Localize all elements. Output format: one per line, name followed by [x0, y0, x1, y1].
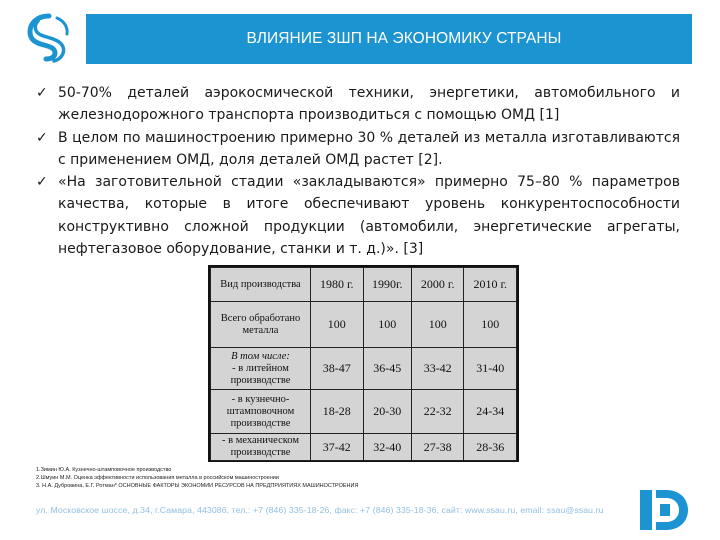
table-cell: 20-30	[363, 390, 411, 434]
bullet-item	[36, 82, 680, 127]
table-row	[211, 390, 517, 434]
bullet-list	[36, 82, 680, 260]
bullet-text: В целом по машиностроению примерно 30 % деталей из металла изготавливаются с применением ОМД, доля деталей ОМД растет [2].	[58, 129, 680, 168]
bullet-item	[36, 127, 680, 172]
footnote: 3. Н.А. Дубровина, Е.Г. Ротман* ОСНОВНЫЕ ФАКТОРЫ ЭКОНОМИИ РЕСУРСОВ НА ПРЕДПРИЯТИЯХ МАШИНОСТРОЕНИЯ	[36, 483, 359, 489]
table-cell: 100	[411, 302, 464, 348]
table-header-label: Вид производства	[211, 268, 311, 302]
footer-contact: ул. Московское шоссе, д.34, г.Самара, 443086, тел.: +7 (846) 335-18-26, факс: +7 (846) 335-18-36, сайт: www.ssau.ru, email: ssau@ssau.ru	[36, 505, 604, 515]
footnote: 2.Шмуин М.М. Оценка эффективности использования металла в российском машиностроении	[36, 475, 279, 481]
production-table	[208, 265, 519, 462]
page-title: ВЛИЯНИЕ ЗШП НА ЭКОНОМИКУ СТРАНЫ	[246, 30, 562, 47]
bullet-text: 50-70% деталей аэрокосмической техники, энергетики, автомобильного и железнодорожного транспорта производиться с помощью ОМД [1]	[58, 85, 680, 124]
table-cell: 38-47	[311, 348, 364, 390]
table-cell: 37-42	[311, 434, 364, 461]
checkmark-icon: ✓	[36, 174, 48, 191]
checkmark-icon: ✓	[36, 85, 48, 101]
table-row	[211, 348, 517, 390]
footnote: 1.Зимин Ю.А. Кузнечно-штамповочное производство	[36, 467, 172, 473]
table-cell: 100	[363, 302, 411, 348]
table-column-header: 2000 г.	[411, 268, 464, 302]
row-label-italic: В том числе:	[231, 350, 290, 362]
title-bar	[86, 14, 692, 64]
table-cell: 28-36	[464, 434, 517, 461]
bullet-text: «На заготовительной стадии «закладываются» примерно 75–80 % параметров качества, которые в итоге обеспечивают уровень конкурентоспособности конструктивно сложной продукции (автомобили, энергетические агрегаты, нефтегазовое оборудование, станки и т. д.)». [3]	[58, 174, 680, 258]
ssau-logo-icon	[24, 12, 74, 64]
table-cell: 31-40	[464, 348, 517, 390]
table-column-header: 1980 г.	[311, 268, 364, 302]
row-label	[211, 348, 311, 390]
table-cell: 18-28	[311, 390, 364, 434]
table-cell: 33-42	[411, 348, 464, 390]
row-label-text: - в литейном производстве	[230, 362, 291, 386]
table-cell: 32-40	[363, 434, 411, 461]
bullet-item	[36, 171, 680, 260]
ssau-corner-logo-icon	[640, 484, 692, 536]
table-column-header: 1990г.	[363, 268, 411, 302]
table-row	[211, 434, 517, 461]
row-label: Всего обработано металла	[211, 302, 311, 348]
table-column-header: 2010 г.	[464, 268, 517, 302]
table-cell: 22-32	[411, 390, 464, 434]
table-cell: 24-34	[464, 390, 517, 434]
table-cell: 36-45	[363, 348, 411, 390]
footnotes	[36, 466, 358, 490]
row-label: - в кузнечно-штамповочном производстве	[211, 390, 311, 434]
row-label: - в механическом производстве	[211, 434, 311, 461]
table-cell: 100	[311, 302, 364, 348]
table-cell: 100	[464, 302, 517, 348]
table-cell: 27-38	[411, 434, 464, 461]
table-row	[211, 302, 517, 348]
checkmark-icon: ✓	[36, 129, 48, 146]
